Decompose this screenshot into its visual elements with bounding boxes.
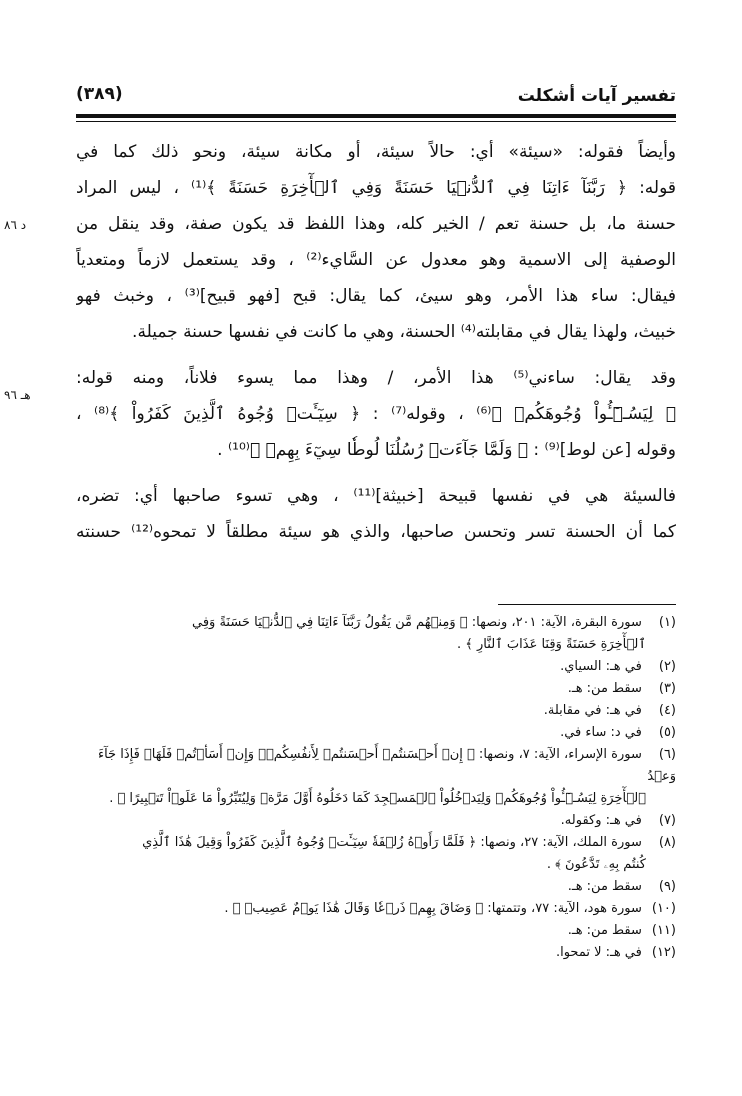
footnote-number: (٥)	[658, 725, 676, 740]
running-header	[76, 84, 676, 112]
footnote-text: في هـ: لا تمحوا.	[555, 945, 642, 960]
footnote-text: سورة الإسراء، الآية: ٧، ونصها: ﴿ إِنۡ أَحۡسَنتُمۡ أَحۡسَنتُمۡ لِأَنفُسِكُمۡۖ وَإِنۡ أَسَأۡتُمۡ فَلَهَاۚ فَإِذَا جَآءَ وَعۡدُ	[97, 747, 676, 784]
footnote-text: ٱلۡأٓخِرَةِ حَسَنَةً وَقِنَا عَذَابَ ٱلنَّارِ ﴾ .	[457, 637, 646, 652]
footnote-1	[76, 612, 676, 634]
footnote-text: سورة البقرة، الآية: ٢٠١، ونصها: ﴿ وَمِنۡهُم مَّن يَقُولُ رَبَّنَآ ءَاتِنَا فِي ٱلدُّنۡيَا حَسَنَةً وَفِي	[191, 615, 642, 630]
text-line: وقوله [عن لوط]⁽⁹⁾ : ﴿ وَلَمَّا جَآءَتۡ رُسُلُنَا لُوطٗا سِيٓءَ بِهِمۡ ﴾⁽¹⁰⁾ .	[217, 440, 676, 460]
footnote-text: في هـ: وكقوله.	[560, 813, 642, 828]
footnote-number: (١٠)	[651, 901, 676, 916]
footnote-3	[76, 678, 676, 700]
text-line: فالسيئة هي في نفسها قبيحة [خبيثة]⁽¹¹⁾ ، وهي تسوء صاحبها أي: تضره،	[76, 486, 676, 506]
text-line: فيقال: ساء هذا الأمر، وهو سيئ، كما يقال: قبح [فهو قبيح]⁽³⁾ ، وخبث فهو	[76, 286, 676, 306]
footnote-text: ٱلۡأٓخِرَةِ لِيَسُـۥٓـُٔواْ وُجُوهَكُمۡ وَلِيَدۡخُلُواْ ٱلۡمَسۡجِدَ كَمَا دَخَلُوهُ أَوَّلَ مَرَّةٖ وَلِيُتَبِّرُواْ مَا عَلَوۡاْ تَتۡبِيرًا ﴾ .	[109, 791, 646, 806]
footnote-11	[76, 920, 676, 942]
header-rule-thick	[76, 114, 676, 118]
footnote-text: في د: ساء في.	[560, 725, 642, 740]
footnotes	[76, 612, 676, 964]
margin-note-manuscript-d: د ٨٦	[4, 218, 27, 232]
page-number: (٣٨٩)	[76, 84, 123, 104]
footnote-number: (٤)	[658, 703, 676, 718]
text-line: الوصفية إلى الاسمية وهو معدول عن السَّايء⁽²⁾ ، وقد يستعمل لازماً ومتعدياً	[76, 250, 676, 270]
footnote-text: سقط من: هـ.	[567, 681, 642, 696]
text-line: وأيضاً فقوله: «سيئة» أي: حالاً سيئة، أو مكانة سيئة، ونحو ذلك كما في	[76, 142, 676, 162]
footnote-number: (٦)	[658, 747, 676, 762]
text-line: وقد يقال: ساءني⁽⁵⁾ هذا الأمر، / وهذا مما يسوء فلاناً، ومنه قوله:	[76, 368, 676, 388]
footnote-8	[76, 832, 676, 854]
footnote-separator	[498, 604, 676, 605]
footnote-text: كُنتُم بِهِۦ تَدَّعُونَ ﴾ .	[546, 857, 646, 872]
footnote-6	[76, 744, 676, 788]
footnote-text: سقط من: هـ.	[567, 923, 642, 938]
header-rule-thin	[76, 121, 676, 122]
footnote-8-cont	[76, 854, 676, 876]
footnote-text: سقط من: هـ.	[567, 879, 642, 894]
text-line: كما أن الحسنة تسر وتحسن صاحبها، والذي هو سيئة مطلقاً لا تمحوه⁽¹²⁾ حسنته	[76, 522, 676, 542]
footnote-number: (١٢)	[651, 945, 676, 960]
margin-note-manuscript-h: هـ ٩٦	[4, 388, 31, 402]
text-line: ﴿ لِيَسُـۥٓـُٔواْ وُجُوهَكُمۡ ﴾⁽⁶⁾ ، وقوله⁽⁷⁾ : ﴿ سِيٓـَٔتۡ وُجُوهُ ٱلَّذِينَ كَفَرُواْ ﴾⁽⁸⁾ ،	[76, 404, 676, 424]
footnote-text: سورة هود، الآية: ٧٧، وتتمتها: ﴿ وَضَاقَ بِهِمۡ ذَرۡعٗا وَقَالَ هَٰذَا يَوۡمٌ عَصِيبٞ ﴾ .	[224, 901, 642, 916]
footnote-12	[76, 942, 676, 964]
paragraph-gap	[76, 350, 676, 360]
footnote-number: (١١)	[651, 923, 676, 938]
footnote-number: (٩)	[658, 879, 676, 894]
text-line: حسنة ما، بل حسنة تعم / الخير كله، وهذا اللفظ قد يكون صفة، وقد ينقل من	[76, 214, 676, 234]
footnote-4	[76, 700, 676, 722]
paragraph-gap	[76, 468, 676, 478]
footnote-number: (٨)	[658, 835, 676, 850]
footnote-7	[76, 810, 676, 832]
footnote-number: (٧)	[658, 813, 676, 828]
footnote-number: (٣)	[658, 681, 676, 696]
running-title: تفسير آيات أشكلت	[517, 86, 676, 106]
footnote-text: في هـ: السياي.	[560, 659, 642, 674]
text-line: خبيث، ولهذا يقال في مقابلته⁽⁴⁾ الحسنة، وهي ما كانت في نفسها حسنة جميلة.	[132, 322, 676, 342]
footnote-2	[76, 656, 676, 678]
footnote-text: سورة الملك، الآية: ٢٧، ونصها: ﴿ فَلَمَّا رَأَوۡهُ زُلۡفَةٗ سِيٓـَٔتۡ وُجُوهُ ٱلَّذِينَ كَفَرُواْ وَقِيلَ هَٰذَا ٱلَّذِي	[142, 835, 642, 850]
footnote-6-cont	[76, 788, 676, 810]
main-text	[76, 134, 676, 550]
footnote-1-cont	[76, 634, 676, 656]
footnote-9	[76, 876, 676, 898]
footnote-number: (١)	[658, 615, 676, 630]
footnote-5	[76, 722, 676, 744]
footnote-10	[76, 898, 676, 920]
text-line: قوله: ﴿ رَبَّنَآ ءَاتِنَا فِي ٱلدُّنۡيَا حَسَنَةً وَفِي ٱلۡأٓخِرَةِ حَسَنَةً ﴾⁽¹⁾ ، ليس المراد	[76, 178, 676, 198]
footnote-number: (٢)	[658, 659, 676, 674]
footnote-text: في هـ: في مقابلة.	[543, 703, 642, 718]
